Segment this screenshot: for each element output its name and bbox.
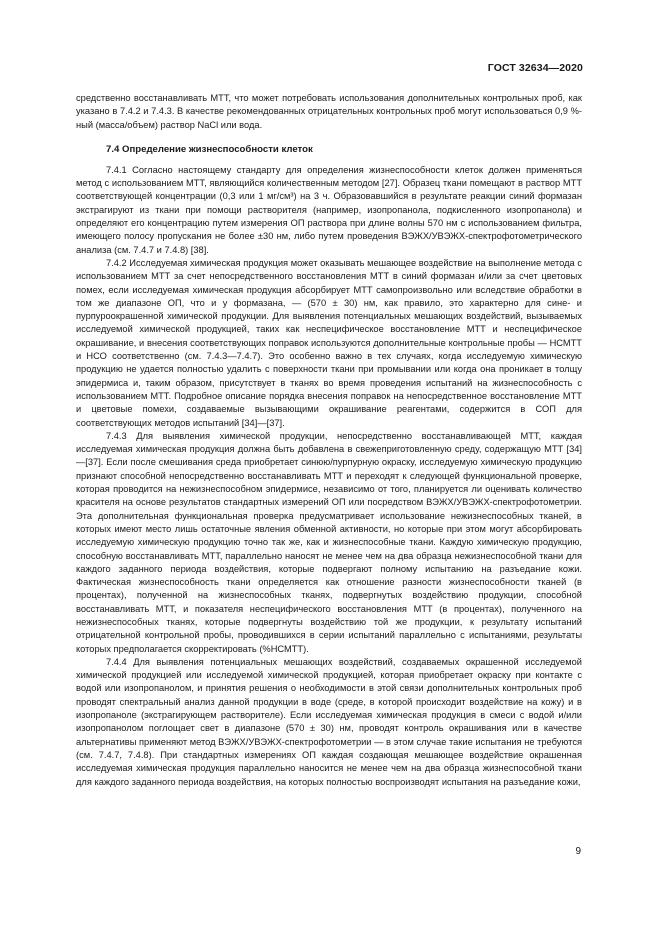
- paragraph-7-4-1: 7.4.1 Согласно настоящему стандарту для определения жизнеспособности клеток должен применяться метод с использованием МТТ, являющийся количественным методом [27]. Образец ткани помещают в раствор МТТ соответствующей концентрации (0,3 или 1 мг/см³) на 3 ч. Образовавшийся в результате реакции синий формазан экстрагируют из ткани при помощи растворителя (например, изопропанола, подкисленного изопропанола) и определяют его концентрацию путем измерения ОП раствора при длине волны 570 нм с использованием фильтра, имеющего полосу пропускания не более ±30 нм, либо путем проведения ВЭЖХ/УВЭЖХ-спектрофотометрического анализа (см. 7.4.7 и 7.4.8) [38].: [76, 164, 582, 255]
- doc-code-header: ГОСТ 32634—2020: [487, 62, 583, 74]
- paragraph-7-4-4: 7.4.4 Для выявления потенциальных мешающих воздействий, создаваемых окрашенной исследуемой химической продукцией или исследуемой химической продукцией, которая приобретает окраску при контакте с водой или изопропанолом, и принятия решения о необходимости в этой связи дополнительных контрольных проб проводят спектральный анализ данной продукции в воде (среде, в которой происходит воздействие на кожу) и в изопропаноле (экстрагирующем растворителе). Если исследуемая химическая продукция в смеси с водой и/или изопропанолом поглощает свет в диапазоне (570 ± 30) нм, проводят контроль окрашивания или в качестве альтернативы применяют метод ВЭЖХ/УВЭЖХ-спектрофотометрии — в этом случае такие испытания не требуются (см. 7.4.7, 7.4.8). При стандартных измерениях ОП каждая создающая мешающее воздействие окрашенная исследуемая химическая продукция параллельно наносится не менее чем на два образца жизнеспособной ткани для каждого заданного периода воздействия, на которых полностью воспроизводят испытания на разъедание кожи,: [76, 656, 582, 787]
- paragraph-continuation: средственно восстанавливать МТТ, что может потребовать использования дополнительных контрольных проб, как указано в 7.4.2 и 7.4.3. В качестве рекомендованных отрицательных контрольных проб могут использоваться 0,9 %-ный (масса/объем) раствор NaCl или вода.: [76, 93, 582, 130]
- paragraph-7-4-3: 7.4.3 Для выявления химической продукции, непосредственно восстанавливающей МТТ, каждая исследуемая химическая продукция должна быть добавлена в свежеприготовленную среду, содержащую МТТ [34]—[37]. Если после смешивания среда приобретает синюю/пурпурную окраску, исследуемую химическую продукцию признают способной непосредственно восстанавливать МТТ и переходят к следующей функциональной проверке, которая проводится на нежизнеспособном эпидермисе, независимо от того, планируется ли оценивать количество красителя на основе результатов стандартных измерений ОП или посредством ВЭЖХ/УВЭЖХ-спектрофотометрии. Эта дополнительная функциональная проверка предусматривает использование нежизнеспособных тканей, в которых имеют место лишь остаточные явления обменной активности, но которые при этом могут абсорбировать исследуемую химическую продукцию точно так же, как и жизнеспособные ткани. Каждую химическую продукцию, способную восстанавливать МТТ, параллельно наносят не менее чем на два образца нежизнеспособной ткани для каждого заданного периода воздействия, которые подвергают полному испытанию на разъедание кожи. Фактическая жизнеспособность ткани определяется как отношение разности жизнеспособности тканей (в процентах), полученной на жизнеспособных тканях, подвергнутых воздействию продукции, способной восстанавливать МТТ, и показателя неспецифического восстановления МТТ (в процентах), полученного на нежизнеспособных тканях, которые подвергнуты воздействию той же продукции, к результату испытаний отрицательной контрольной пробы, проводившихся в серии испытаний параллельно с испытаниями, результаты которых предполагается скорректировать (%НСМТТ).: [76, 430, 582, 654]
- section-title: 7.4 Определение жизнеспособности клеток: [106, 143, 313, 155]
- document-body: [76, 92, 582, 789]
- page-number: 9: [575, 846, 581, 857]
- paragraph-7-4-2: 7.4.2 Исследуемая химическая продукция может оказывать мешающее воздействие на выполнение метода с использованием МТТ за счет непосредственного восстановления МТТ в синий формазан и/или за счет цветовых помех, если исследуемая химическая продукция абсорбирует МТТ самопроизвольно или вследствие обработки в том же диапазоне ОП, что и у формазана, — (570 ± 30) нм, как правило, это характерно для сине- и пурпуроокрашенной химической продукции. Для выявления потенциальных мешающих воздействий, вызываемых исследуемой химической продукцией, таких как неспецифическое восстановление МТТ и неспецифическое окрашивание, и внесения соответствующих поправок используются дополнительные контрольные пробы — НСМТТ и НСО соответственно (см. 7.4.3—7.4.7). Это особенно важно в тех случаях, когда исследуемую химическую продукцию не удается полностью удалить с поверхности ткани при промывании или когда она проникает в толщу эпидермиса и, таким образом, присутствует в тканях во время проведения испытаний на жизнеспособность с использованием МТТ. Подробное описание порядка внесения поправок на непосредственное восстановление МТТ и цветовые помехи, создаваемые вызывающими окрашивание реагентами, содержится в СОП для соответствующих методов испытаний [34]—[37].: [76, 257, 582, 428]
